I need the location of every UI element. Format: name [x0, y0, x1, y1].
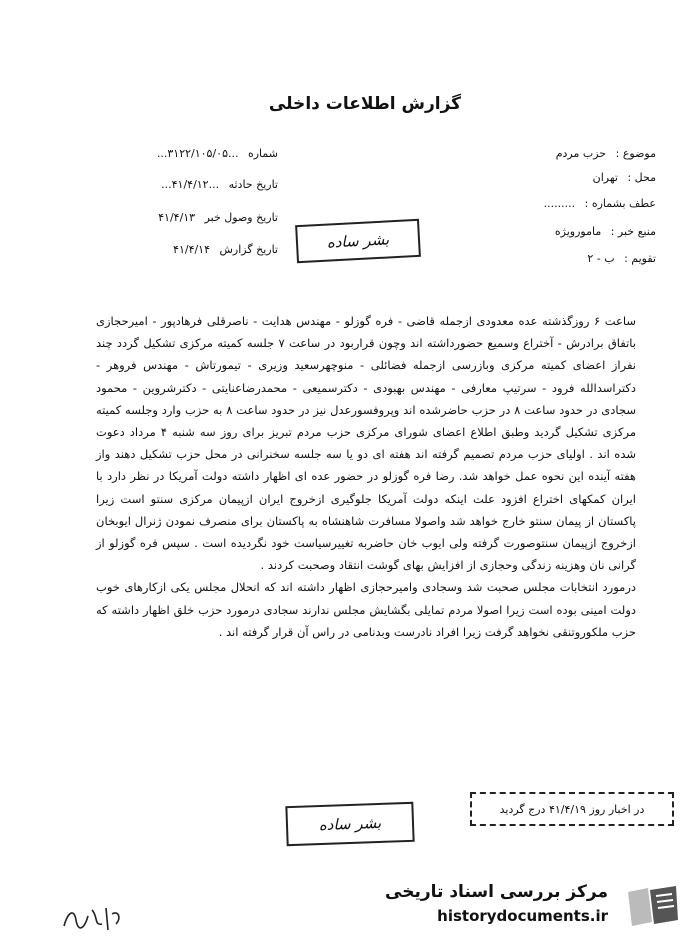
watermark-fa-text: مرکز بررسی اسناد تاریخی	[385, 882, 608, 902]
field-report-date-value: ۴۱/۴/۱۴	[173, 243, 210, 256]
field-number	[157, 147, 278, 160]
field-received-date	[158, 211, 278, 224]
news-entry-stamp: در اخبار روز ۴۱/۴/۱۹ درج گردید	[470, 792, 674, 826]
report-paragraph: درمورد انتخابات مجلس صحبت شد وسجادی وامیرحجازی اظهار داشته اند که انحلال مجلس یکی ازکارهای خوب دولت امینی بوده است زیرا اصولا مردم تمایلی بگشایش مجلس ندارند سجادی درمورد حزب خلق اظهار داشته که حزب ملکوروتنقی نخواهد گرفت زیرا افراد نادرست وبدنامی در راس آن قرار گرفته اند .	[96, 580, 636, 639]
distribution-stamp-top: بشر ساده	[295, 219, 421, 263]
watermark-en-text: historydocuments.ir	[437, 907, 608, 925]
field-location-value: تهران	[592, 171, 618, 184]
handwritten-signature	[58, 896, 128, 936]
field-received-date-value: ۴۱/۴/۱۳	[158, 211, 196, 224]
field-location	[593, 171, 656, 184]
field-reference-value: .........	[543, 197, 576, 210]
field-rating-label: تقویم :	[624, 252, 656, 265]
field-incident-date	[161, 178, 278, 191]
field-number-value: ...۳۱۲۲/۱۰۵/۰۵...	[156, 147, 239, 160]
report-body	[96, 310, 636, 643]
field-report-date-label: تاریخ گزارش	[219, 243, 278, 256]
field-subject-value: حزب مردم	[555, 147, 607, 160]
report-paragraph: ساعت ۶ روزگذشته عده معدودی ازجمله قاضی - فره گوزلو - مهندس هدایت - ناصرقلی فرهادپور - امیرحجازی باتفاق برادرش - آختراع وسمیع حضورداشته اند وچون قراربود در ساعت ۷ جلسه کمیته مرکزی تشکیل گردد چند نفراز اعضای کمیته مرکزی وبازرسی ازجمله فضائلی - منوچهرسعید وزیری - تیمورتاش - مهندس فروهر - دکتراسدالله فرود - سرتیپ معارفی - مهندس بهبودی - دکترسمیعی - محمدرضاعنایتی - دکترشروین - محمود سجادی در حدود ساعت ۸ در حزب حاضرشده اند وپروفسورعدل نیز در حدود ساعت ۸ به حزب وارد وجلسه کمیته مرکزی تشکیل گردید وطبق اطلاع اعضای شورای مرکزی حزب مردم تبریز برای روز سه شنبه ۴ مرداد دعوت شده اند . اولیای حزب مردم تصمیم گرفته اند هفته ای دو یا سه جلسه سخنرانی در محل حزب تشکیل دهند واز هفته آینده این نحوه عمل خواهد شد. رضا فره گوزلو در حضور عده ای اظهار داشته دولت آمریکا در نظر دارد با ایران کمکهای اختراع افزود علت اینکه دولت آمریکا جلوگیری ازخروج ایران ازپیمان مرکزی سنتو است زیرا پاکستان از پیمان سنتو خارج خواهد شد واصولا مسافرت شاهنشاه به پاکستان برای منصرف نمودن ژنرال ایوبخان ازخروج ازپیمان سنتوصورت گرفته ولی ایوب خان حاضربه تغییرسیاست خود نگردیده است . سپس فره گوزلو از گرانی نان وهزینه زندگی وحجازی از افزایش بهای گوشت انتقاد وصحبت کردند .	[96, 314, 636, 573]
field-source-label: منبع خبر :	[610, 225, 656, 238]
field-received-date-label: تاریخ وصول خبر	[204, 211, 278, 224]
field-location-label: محل :	[627, 171, 656, 184]
field-source-value: مامورویژه	[554, 225, 602, 238]
field-number-label: شماره	[247, 147, 278, 160]
field-incident-date-label: تاریخ حادثه	[228, 178, 278, 191]
field-report-date	[173, 243, 278, 256]
field-subject-label: موضوع :	[615, 147, 656, 160]
document-title: گزارش اطلاعات داخلی	[268, 94, 462, 114]
field-incident-date-value: ...۴۱/۴/۱۲...	[161, 178, 220, 191]
field-reference	[544, 197, 656, 210]
archive-logo-icon	[624, 882, 682, 930]
field-reference-label: عطف بشماره :	[584, 197, 656, 210]
field-rating	[587, 252, 656, 265]
field-rating-value: ب - ۲	[587, 252, 615, 265]
field-source	[555, 225, 656, 238]
archive-watermark	[385, 880, 686, 932]
distribution-stamp-bottom: بشر ساده	[285, 802, 414, 846]
field-subject	[556, 147, 656, 160]
